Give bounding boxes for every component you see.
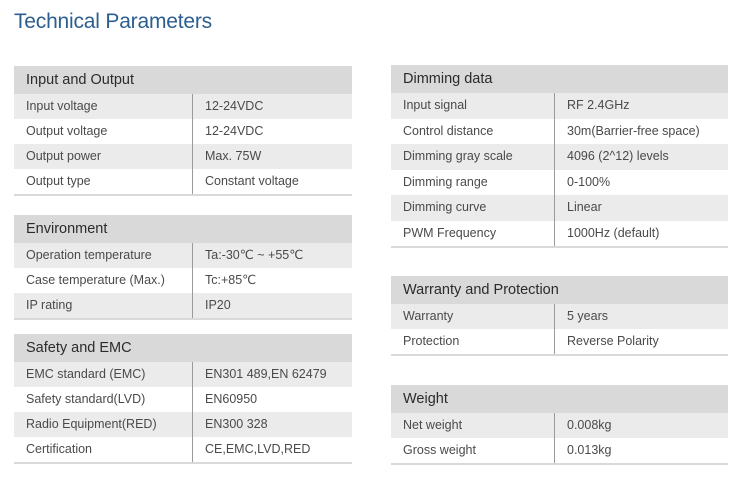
table-row bbox=[391, 170, 728, 196]
weight-table bbox=[391, 385, 728, 465]
warranty-table bbox=[391, 276, 728, 356]
param-value: 5 years bbox=[554, 304, 728, 329]
param-name: Input signal bbox=[403, 98, 467, 112]
param-value: 12-24VDC bbox=[192, 94, 352, 119]
param-name: PWM Frequency bbox=[403, 225, 497, 240]
param-name: Gross weight bbox=[403, 443, 476, 457]
table-row bbox=[14, 119, 352, 144]
table-row bbox=[391, 329, 728, 354]
param-value: 30m(Barrier-free space) bbox=[554, 119, 728, 145]
table-row bbox=[391, 221, 728, 247]
param-name: Net weight bbox=[403, 418, 463, 432]
table-row bbox=[14, 437, 352, 462]
param-value: RF 2.4GHz bbox=[554, 93, 728, 119]
table-row bbox=[391, 413, 728, 438]
table-header: Input and Output bbox=[14, 66, 352, 94]
param-name: Dimming gray scale bbox=[403, 149, 513, 163]
param-name: Protection bbox=[403, 334, 460, 348]
table-row bbox=[14, 144, 352, 169]
param-value: CE,EMC,LVD,RED bbox=[192, 437, 352, 462]
param-value: IP20 bbox=[192, 293, 352, 318]
param-value: EN300 328 bbox=[192, 412, 352, 437]
param-name: Control distance bbox=[403, 123, 494, 138]
table-row bbox=[14, 293, 352, 318]
input-output-table bbox=[14, 66, 352, 196]
safety-emc-table bbox=[14, 334, 352, 464]
table-row bbox=[391, 119, 728, 145]
param-value: Reverse Polarity bbox=[554, 329, 728, 354]
table-header: Environment bbox=[14, 215, 352, 243]
table-row bbox=[391, 438, 728, 463]
environment-table bbox=[14, 215, 352, 320]
param-name: Output voltage bbox=[26, 124, 108, 138]
param-value: 4096 (2^12) levels bbox=[554, 144, 728, 170]
table-header: Safety and EMC bbox=[14, 334, 352, 362]
table-row bbox=[391, 93, 728, 119]
param-name: Radio Equipment(RED) bbox=[26, 417, 157, 431]
param-value: 0.013kg bbox=[554, 438, 728, 463]
param-name: Certification bbox=[26, 442, 92, 456]
param-name: Case temperature (Max.) bbox=[26, 273, 165, 287]
table-header: Dimming data bbox=[391, 65, 728, 93]
table-row bbox=[14, 268, 352, 293]
param-value: 1000Hz (default) bbox=[554, 221, 728, 247]
table-row bbox=[14, 94, 352, 119]
table-row bbox=[14, 362, 352, 387]
param-name: EMC standard (EMC) bbox=[26, 367, 146, 381]
param-value: Linear bbox=[554, 195, 728, 221]
param-value: EN301 489,EN 62479 bbox=[192, 362, 352, 387]
page-title: Technical Parameters bbox=[14, 10, 212, 33]
table-row bbox=[14, 169, 352, 194]
param-value: 12-24VDC bbox=[192, 119, 352, 144]
param-name: IP rating bbox=[26, 298, 73, 312]
param-name: Dimming range bbox=[403, 174, 488, 189]
param-value: Tc:+85℃ bbox=[192, 268, 352, 293]
table-row bbox=[14, 412, 352, 437]
table-row bbox=[391, 195, 728, 221]
dimming-table bbox=[391, 65, 728, 248]
param-value: Ta:-30℃ ~ +55℃ bbox=[192, 243, 352, 268]
param-name: Safety standard(LVD) bbox=[26, 392, 146, 406]
param-value: 0.008kg bbox=[554, 413, 728, 438]
table-row bbox=[391, 144, 728, 170]
param-value: Max. 75W bbox=[192, 144, 352, 169]
param-value: 0-100% bbox=[554, 170, 728, 196]
table-header: Weight bbox=[391, 385, 728, 413]
param-name: Input voltage bbox=[26, 99, 98, 113]
table-row bbox=[14, 387, 352, 412]
table-row bbox=[391, 304, 728, 329]
table-header: Warranty and Protection bbox=[391, 276, 728, 304]
param-value: EN60950 bbox=[192, 387, 352, 412]
param-name: Warranty bbox=[403, 309, 454, 323]
param-name: Operation temperature bbox=[26, 248, 152, 262]
table-row bbox=[14, 243, 352, 268]
param-name: Output power bbox=[26, 149, 102, 163]
param-name: Dimming curve bbox=[403, 200, 487, 214]
param-value: Constant voltage bbox=[192, 169, 352, 194]
param-name: Output type bbox=[26, 174, 91, 188]
